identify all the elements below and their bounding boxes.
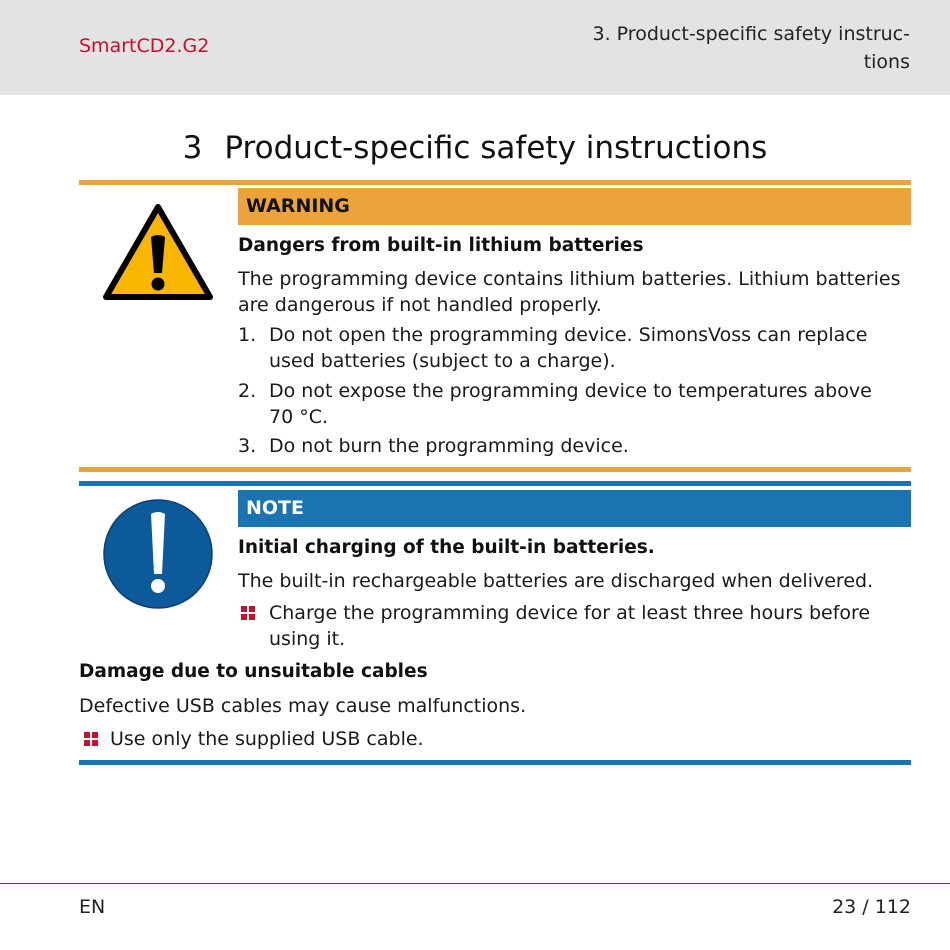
warning-band: WARNING xyxy=(238,188,911,225)
page-header xyxy=(0,0,950,95)
chapter-title-text: Product-specific safety instructions xyxy=(224,130,768,166)
step-text: Do not expose the programming device to temperatures above 70 °C. xyxy=(269,380,872,428)
note-band: NOTE xyxy=(238,490,911,527)
note-subtext: Defective USB cables may cause malfunctions. xyxy=(79,695,527,717)
page-number: 23 / 112 xyxy=(832,896,911,918)
bullet-icon xyxy=(84,732,98,746)
step-text: Do not burn the programming device. xyxy=(269,435,629,457)
step-number: 1. xyxy=(238,324,257,346)
step-number: 2. xyxy=(238,380,257,402)
note-bullet-text: Charge the programming device for at least three hours before using it. xyxy=(269,602,871,650)
exclamation-circle-icon xyxy=(102,498,214,610)
brand-name: SmartCD2.G2 xyxy=(79,35,210,57)
footer-language: EN xyxy=(79,896,106,918)
warning-text: The programming device contains lithium batteries. Lithium batteries are dangerous if not handled properly. xyxy=(238,268,901,316)
note-heading: Initial charging of the built-in batteries. xyxy=(238,537,655,558)
chapter-title xyxy=(0,130,950,166)
running-title: 3. Product-specific safety instruc-tions xyxy=(592,23,910,73)
note-subbullet-text: Use only the supplied USB cable. xyxy=(110,728,424,750)
step-number: 3. xyxy=(238,435,257,457)
warning-triangle-icon xyxy=(102,203,214,301)
note-subheading: Damage due to unsuitable cables xyxy=(79,661,428,682)
footer-rule xyxy=(0,883,950,884)
note-top-rule xyxy=(79,481,911,486)
step-text: Do not open the programming device. SimonsVoss can replace used batteries (subject to a charge). xyxy=(269,324,868,372)
warning-heading: Dangers from built-in lithium batteries xyxy=(238,235,644,256)
note-text: The built-in rechargeable batteries are discharged when delivered. xyxy=(238,570,874,592)
warning-top-rule xyxy=(79,180,911,185)
chapter-number: 3 xyxy=(182,130,203,166)
bullet-icon xyxy=(241,606,255,620)
note-bottom-rule xyxy=(79,760,911,765)
warning-bottom-rule xyxy=(79,467,911,472)
